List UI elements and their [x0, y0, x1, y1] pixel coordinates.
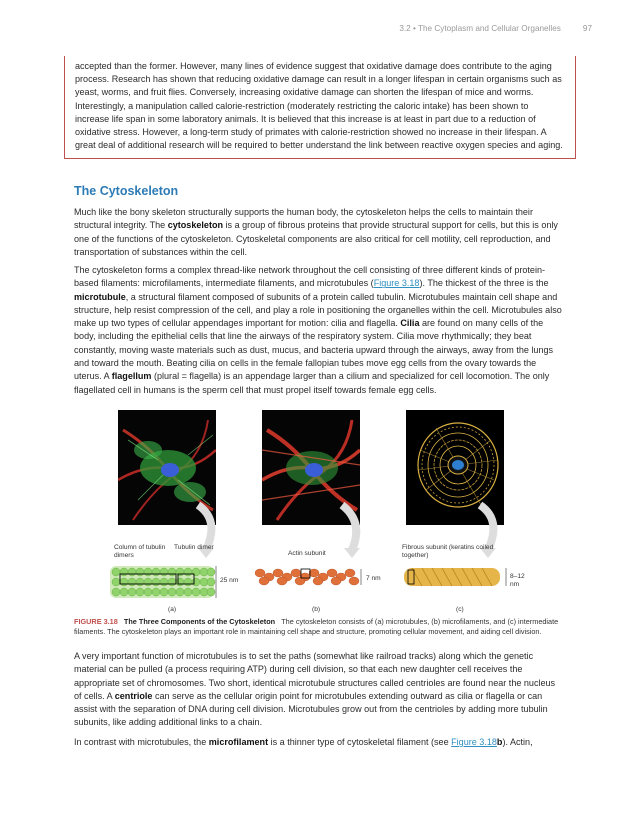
term-microtubule: microtubule: [74, 291, 126, 302]
label-25nm: 25 nm: [220, 577, 239, 584]
label-c: (c): [456, 606, 464, 613]
p2-text-c: , a structural filament composed of subunits of a protein called tubulin. Microtubules maintain cell shape and structure, help resist compression of the cell, and play a role in positioning the organelles within the cell. Microtubules also make up two types of cellular appendages important for motion: cilia and flagella.: [74, 291, 562, 329]
paragraph-4: [74, 736, 562, 749]
figure-3-18: [110, 410, 530, 615]
running-head: [399, 24, 592, 33]
page-number: 97: [582, 24, 592, 33]
caption-text: The cytoskeleton consists of (a) microtubules, (b) microfilaments, and (c) intermediate filaments. The cytoskeleton plays an important role in maintaining cell shape and structure, promoting cellular movement, and aiding cell division.: [74, 617, 559, 636]
figure-caption: [74, 617, 562, 636]
figure-link-suffix: b: [496, 737, 503, 747]
figure-link[interactable]: Figure 3.18: [373, 278, 420, 289]
p2-text-a: The cytoskeleton forms a complex thread-like network throughout the cell consisting of three different kinds of protein-based filaments: microfilaments, intermediate filaments, and microtubules (: [74, 265, 546, 289]
feature-box-text: accepted than the former. However, many lines of evidence suggest that oxidative damage does contribute to the aging process. Research has shown that reducing oxidative damage can result in a longer lifespan in certain organisms such as yeast, worms, and fruit flies. Conversely, increasing oxidative damage can shorten the lifespan of mice and worms. Interestingly, a manipulation called calorie-restriction (moderately restricting the caloric intake) has been shown to increase life span in some laboratory animals. It is believed that this increase is at least in part due to a reduction of oxidative stress. However, a long-term study of primates with calorie-restriction showed no increase in their lifespan. A great deal of additional research will be required to better understand the link between reactive oxygen species and aging.: [75, 61, 563, 151]
actin-filament-diagram: [255, 565, 365, 589]
paragraph-2: [74, 264, 562, 397]
term-centriole: centriole: [114, 690, 153, 701]
label-actin-subunit: Actin subunit: [288, 550, 326, 557]
running-head-section: 3.2 • The Cytoplasm and Cellular Organelles: [399, 24, 561, 33]
label-b: (b): [312, 606, 321, 613]
intermediate-filament-diagram: [402, 560, 512, 594]
label-tubulin-dimer: Tubulin dimer: [174, 544, 214, 551]
p4-text-b: is a thinner type of cytoskeletal filament (see: [268, 737, 452, 747]
term-cytoskeleton: cytoskeleton: [167, 220, 224, 231]
p2-text-d: are found on many cells of the body, including the epithelial cells that line the airways of the respiratory system. Cilia move rhythmically; they beat constantly, moving waste materials such as dust, mucus, and bacteria upward through the airways, away from the lungs and toward the mouth. Beating cilia on cells in the female fallopian tubes move egg cells from the ovary towards the uterus. A: [74, 318, 554, 382]
label-fibrous-subunit: Fibrous subunit (keratins coiled together): [402, 544, 494, 559]
paragraph-1: [74, 206, 562, 259]
p4-text-c: ). Actin,: [502, 737, 533, 747]
feature-box: [64, 56, 576, 159]
caption-number: FIGURE 3.18: [74, 617, 118, 626]
section-title: The Cytoskeleton: [74, 184, 179, 198]
label-7nm: 7 nm: [366, 575, 381, 582]
term-microfilament: microfilament: [208, 737, 269, 747]
microtubule-diagram: [110, 560, 220, 604]
term-cilia: Cilia: [400, 318, 420, 329]
label-column-of-tubulin-dimers: Column of tubulin dimers: [114, 544, 166, 559]
caption-title: The Three Components of the Cytoskeleton: [123, 617, 276, 626]
p2-text-e: (plural = flagella) is an appendage larger than a cilium and specialized for cell locomotion. The only flagellated cell in humans is the sperm cell that must propel itself towards female egg cells.: [74, 371, 550, 395]
p4-text-a: In contrast with microtubules, the: [74, 737, 209, 747]
term-flagellum: flagellum: [111, 371, 152, 382]
label-a: (a): [168, 606, 177, 613]
p3-text-b: can serve as the cellular origin point for microtubules extending outward as cilia or flagella or can assist with the separation of DNA during cell division. Microtubules grow out from the centrioles by adding more tubulin subunits, like adding additional links to a chain.: [74, 690, 548, 728]
p1-text-b: is a group of fibrous proteins that provide structural support for cells, but this is only one of the functions of the cytoskeleton. Cytoskeletal components are also critical for cell motility, cell reproduction, and transportation of substances within the cell.: [74, 220, 558, 257]
p2-text-b: ). The thickest of the three is the: [419, 278, 549, 289]
p1-text-a: Much like the bony skeleton structurally supports the human body, the cytoskeleton helps the cells to maintain their structural integrity. The: [74, 207, 533, 231]
p3-text-a: A very important function of microtubules is to set the paths (somewhat like railroad tracks) along which the genetic material can be pulled (a process requiring ATP) during cell division, so that each new daughter cell receives the appropriate set of chromosomes. Two short, identical microtubule structures called centrioles are found near the nucleus of cells. A: [74, 651, 556, 701]
label-8-12nm: 8–12 nm: [510, 573, 525, 588]
figure-link-2[interactable]: Figure 3.18: [451, 737, 497, 747]
paragraph-3: [74, 650, 562, 730]
